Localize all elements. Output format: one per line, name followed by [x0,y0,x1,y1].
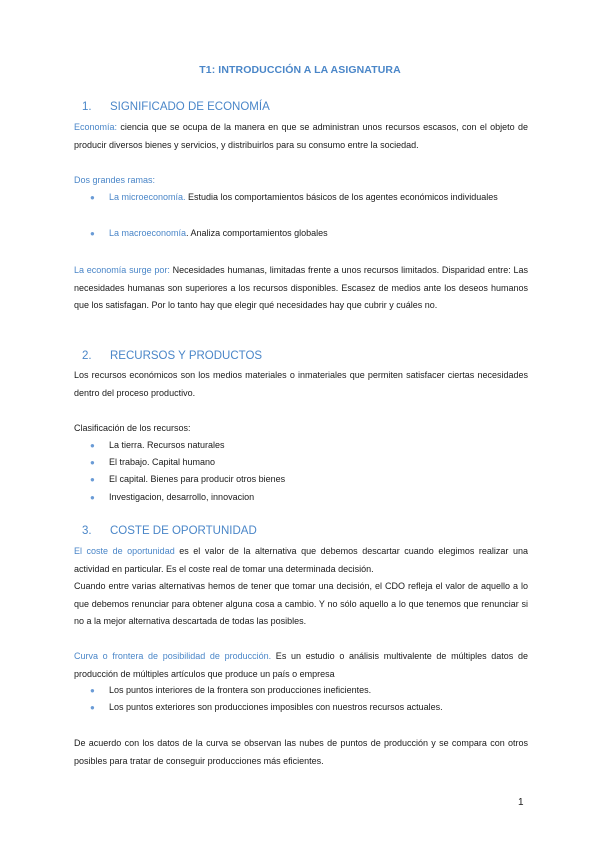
economia-surge-paragraph [74,262,528,315]
bullet-icon: ● [90,703,95,712]
section-3-heading [82,525,257,537]
section-2-heading [82,350,262,362]
recursos-paragraph: Los recursos económicos son los medios materiales o inmateriales que permiten satisfacer ciertas necesidades dentro del proceso productivo. [74,370,528,398]
section-1-heading [82,101,270,113]
document-title: T1: INTRODUCCIÓN A LA ASIGNATURA [199,64,401,76]
bullet-icon: ● [90,493,95,502]
bullet-icon: ● [90,686,95,695]
list-item: ● La tierra. Recursos naturales [90,437,528,455]
section-title: RECURSOS Y PRODUCTOS [110,350,263,362]
cdo-definition [74,543,528,578]
curva-paragraph [74,648,528,683]
bullet-icon: ● [90,458,95,467]
list-item: ● El trabajo. Capital humano [90,454,528,472]
economia-definition [74,119,528,154]
bullet-icon: ● [90,475,95,484]
term-text: Es un estudio o análisis multivalente de múltiples datos de producción de múltiples artículos que produce un país o empresa [74,651,528,679]
term-label: El coste de oportunidad [74,546,175,556]
term-label: Economía: [74,122,118,132]
section-title: SIGNIFICADO DE ECONOMÍA [110,101,270,113]
list-item [90,189,528,207]
term-label: La macroeconomía [109,228,187,238]
section-title: COSTE DE OPORTUNIDAD [110,525,257,537]
closing-paragraph: De acuerdo con los datos de la curva se observan las nubes de puntos de producción y se compara con otros posibles para tratar de conseguir producciones más eficientes. [74,738,528,766]
bullet-icon: ● [90,229,95,238]
term-text: ciencia que se ocupa de la manera en que se administran unos recursos escasos, con el objeto de producir diversos bienes y servicios, y distribuirlos para su consumo entre la sociedad. [74,122,528,150]
ramas-label: Dos grandes ramas: [74,175,156,185]
list-item [90,225,528,243]
section-number: 1. [82,101,92,113]
cdo-paragraph: Cuando entre varias alternativas hemos de tener que tomar una decisión, el CDO refleja el valor de aquello a lo que debemos renunciar para obtener alguna cosa a cambio. Y no sólo aquello a lo que tenemos que renunciar si no a la mejor alternativa descartada de todas las posibles. [74,581,528,626]
section-number: 3. [82,525,92,537]
term-label: Curva o frontera de posibilidad de producción. [74,651,272,661]
section-number: 2. [82,350,92,362]
list-item: ● El capital. Bienes para producir otros bienes [90,471,528,489]
clasificacion-label: Clasificación de los recursos: [74,423,191,433]
page-number: 1 [518,797,524,808]
term-text: es el valor de la alternativa que debemos descartar cuando elegimos realizar una actividad en particular. Es el coste real de tomar una determinada decisión. [74,546,528,574]
list-item: ● Los puntos exteriores son producciones imposibles con nuestros recursos actuales. [90,699,528,717]
list-item: ● Investigacion, desarrollo, innovacion [90,489,528,507]
bullet-icon: ● [90,193,95,202]
term-label: La microeconomía. [109,192,186,202]
list-item: ● Los puntos interiores de la frontera son producciones ineficientes. [90,682,528,700]
term-text: Necesidades humanas, limitadas frente a unos recursos limitados. Disparidad entre: Las necesidades humanas son superiores a los recursos disponibles. Escasez de medios ante los deseos humanos que los satisfagan. Por lo tanto hay que elegir qué necesidades hay que cubrir y cuáles no. [74,265,529,310]
term-text: . Analiza comportamientos globales [186,228,328,238]
term-label: La economía surge por: [74,265,170,275]
bullet-icon: ● [90,441,95,450]
term-text: Estudia los comportamientos básicos de los agentes económicos individuales [185,192,498,202]
